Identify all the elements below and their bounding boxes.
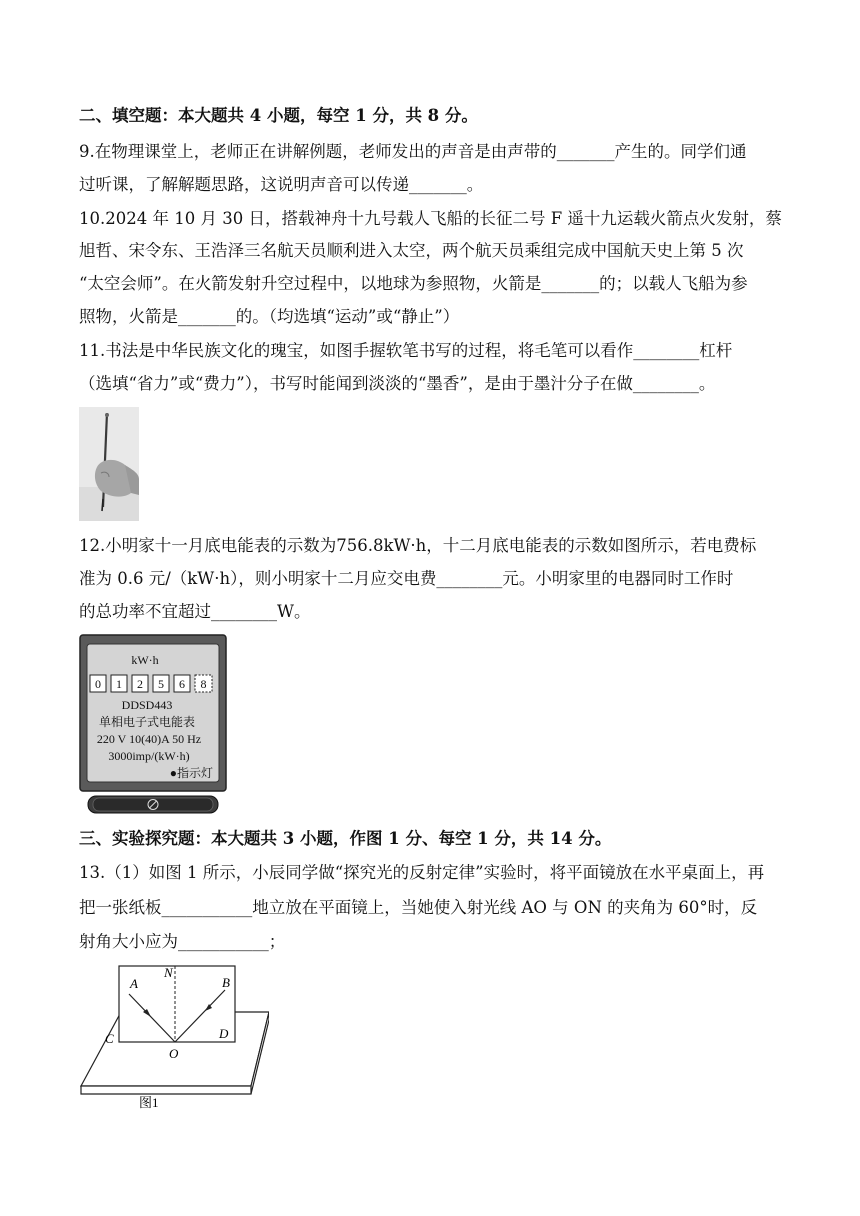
meter-digit-2: 1 <box>116 677 122 691</box>
reflection-experiment-figure <box>79 960 269 1110</box>
q13-line-3: 射角大小应为___________； <box>79 932 286 951</box>
label-c: C <box>105 1031 114 1046</box>
label-a: A <box>130 976 138 991</box>
meter-digit-3: 2 <box>137 677 143 691</box>
q10-line-4: 照物，火箭是_______的。（均选填“运动”或“静止”） <box>79 307 460 326</box>
q10-line-1: 10.2024 年 10 月 30 日，搭载神舟十九号载人飞船的长征二号 F 遥十九运载火箭点火发射，蔡 <box>79 209 782 228</box>
q10-line-3: “太空会师”。在火箭发射升空过程中，以地球为参照物，火箭是_______的；以载人飞船为参 <box>79 274 748 293</box>
meter-digit-6: 8 <box>200 677 207 691</box>
meter-model: DDSD443 <box>121 698 173 712</box>
q9-line-2: 过听课，了解解题思路，这说明声音可以传递_______。 <box>79 175 484 194</box>
label-n: N <box>164 965 173 980</box>
section-3-heading: 三、实验探究题：本大题共 3 小题，作图 1 分、每空 1 分，共 14 分。 <box>79 829 612 848</box>
label-o: O <box>169 1046 179 1061</box>
q9-line-1: 9.在物理课堂上，老师正在讲解例题，老师发出的声音是由声带的_______产生的。同学们通 <box>79 142 747 161</box>
meter-digit-1: 0 <box>95 677 101 691</box>
q12-line-3: 的总功率不宜超过________W。 <box>79 602 311 621</box>
electric-meter-figure <box>79 634 227 816</box>
q10-line-2: 旭哲、宋令东、王浩泽三名航天员顺利进入太空，两个航天员乘组完成中国航天史上第 5 次 <box>79 241 744 260</box>
q12-line-1: 12.小明家十一月底电能表的示数为756.8kW·h，十二月底电能表的示数如图所示，若电费标 <box>79 536 757 555</box>
meter-name: 单相电子式电能表 <box>98 715 196 729</box>
section-2-heading: 二、填空题：本大题共 4 小题，每空 1 分，共 8 分。 <box>79 106 478 125</box>
q13-line-1: 13.（1）如图 1 所示，小辰同学做“探究光的反射定律”实验时，将平面镜放在水平桌面上，再 <box>79 863 765 882</box>
figure-1-caption: 图1 <box>139 1095 159 1110</box>
meter-unit: kW·h <box>131 653 159 667</box>
label-b: B <box>222 975 230 990</box>
q13-line-2: 把一张纸板___________地立放在平面镜上，当她使入射光线 AO 与 ON 的夹角为 60°时，反 <box>79 898 758 917</box>
q11-line-1: 11.书法是中华民族文化的瑰宝，如图手握软笔书写的过程，将毛笔可以看作________杠杆 <box>79 341 733 360</box>
meter-digit-5: 6 <box>179 677 185 691</box>
meter-indicator: ●指示灯 <box>169 766 213 780</box>
meter-rating: 220 V 10(40)A 50 Hz <box>96 732 202 746</box>
q12-line-2: 准为 0.6 元/（kW·h），则小明家十二月应交电费________元。小明家里的电器同时工作时 <box>79 569 734 588</box>
brush-writing-photo <box>79 407 139 521</box>
label-d: D <box>219 1026 229 1041</box>
meter-constant: 3000imp/(kW·h) <box>108 749 190 763</box>
meter-digit-4: 5 <box>158 677 164 691</box>
q11-line-2: （选填“省力”或“费力”），书写时能闻到淡淡的“墨香”，是由于墨汁分子在做________。 <box>79 374 716 393</box>
